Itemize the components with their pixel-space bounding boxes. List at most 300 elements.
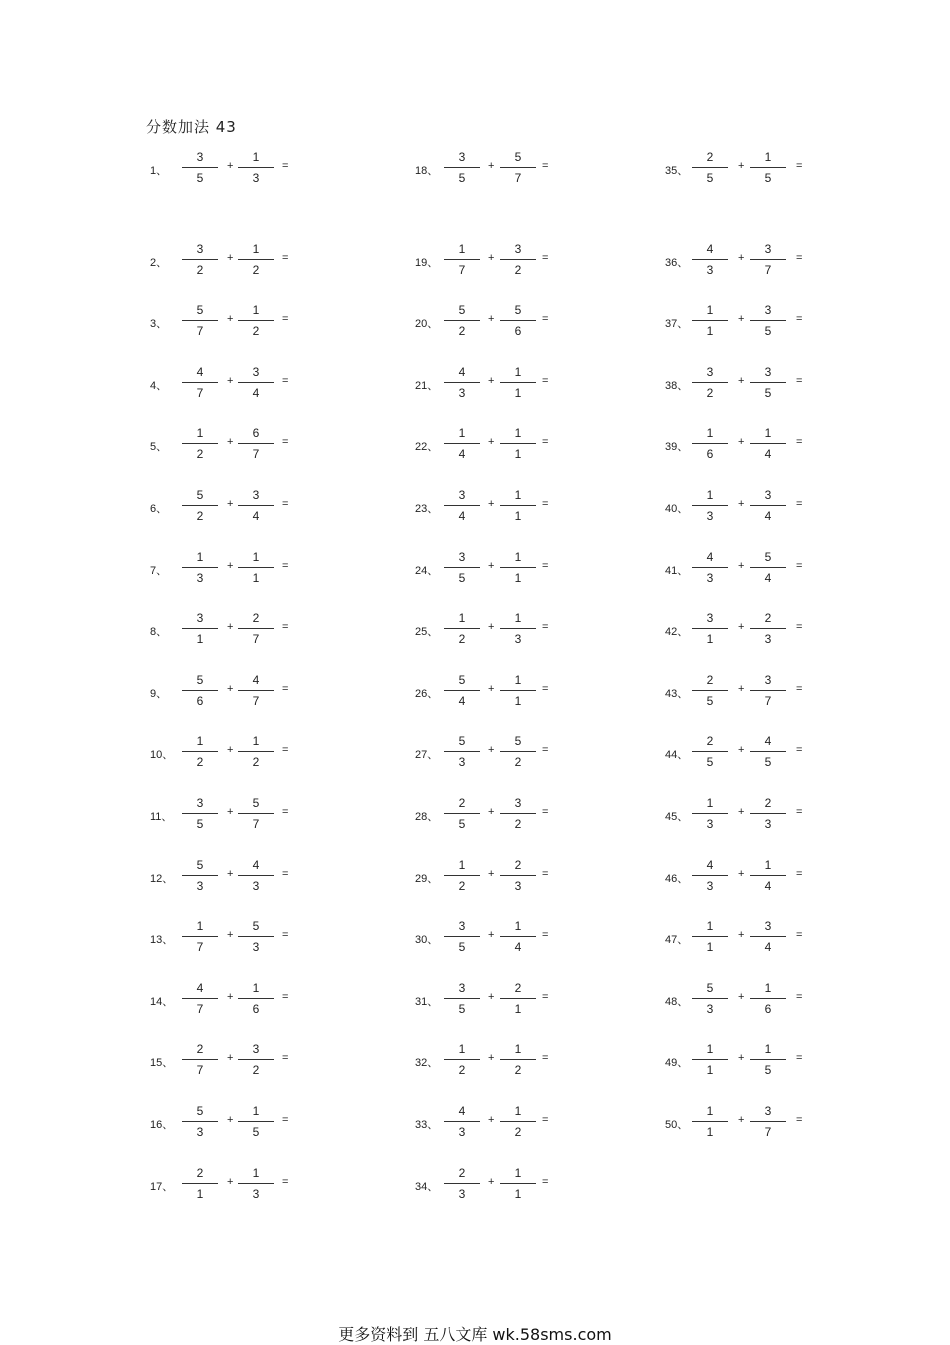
- plus-sign: +: [738, 313, 745, 326]
- fraction-bar: [750, 751, 786, 752]
- fraction-second: [750, 858, 786, 898]
- denominator: 7: [514, 171, 522, 185]
- numerator: 1: [196, 549, 204, 564]
- numerator: 2: [458, 796, 466, 810]
- equals-sign: =: [282, 990, 289, 1003]
- numerator: 1: [706, 488, 714, 502]
- numerator: 5: [458, 672, 466, 687]
- plus-sign: +: [227, 867, 234, 880]
- numerator: 1: [458, 1042, 466, 1057]
- numerator: 1: [252, 734, 260, 749]
- numerator: 2: [252, 611, 260, 626]
- equals-sign: =: [542, 806, 549, 818]
- fraction-second: [750, 734, 786, 774]
- fraction-bar: [444, 1183, 480, 1184]
- numerator: 1: [764, 426, 772, 441]
- fraction-first: [692, 488, 728, 528]
- footer-link[interactable]: 更多资料到 五八文库 wk.58sms.com: [338, 1325, 612, 1344]
- denominator: 7: [196, 385, 204, 400]
- denominator: 7: [764, 693, 772, 708]
- fraction-second: [750, 981, 786, 1021]
- equals-sign: =: [282, 313, 289, 326]
- fraction-second: [750, 919, 786, 959]
- numerator: 3: [514, 796, 522, 810]
- fraction-second: [750, 426, 786, 466]
- problem-row: [0, 919, 950, 959]
- fraction-bar: [692, 936, 728, 937]
- problem-number: 10、: [150, 749, 174, 762]
- plus-sign: +: [227, 682, 234, 695]
- plus-sign: +: [227, 374, 234, 387]
- problem-number: 44、: [665, 749, 689, 762]
- fraction-first: [692, 150, 728, 190]
- denominator: 5: [764, 755, 772, 770]
- equals-sign: =: [542, 1052, 549, 1065]
- fraction-first: [692, 1042, 728, 1082]
- equals-sign: =: [542, 1114, 549, 1126]
- fraction-second: [750, 303, 786, 343]
- plus-sign: +: [738, 1052, 745, 1065]
- denominator: 4: [458, 509, 466, 523]
- denominator: 7: [196, 940, 204, 955]
- problem-row: [0, 426, 950, 466]
- equals-sign: =: [796, 374, 803, 387]
- denominator: 1: [706, 324, 714, 339]
- denominator: 1: [706, 940, 714, 955]
- numerator: 2: [706, 150, 714, 164]
- denominator: 3: [514, 632, 522, 647]
- numerator: 1: [514, 611, 522, 626]
- denominator: 2: [514, 1063, 522, 1078]
- problem-number: 16、: [150, 1119, 174, 1131]
- fraction-first: [692, 611, 728, 651]
- numerator: 1: [706, 303, 714, 318]
- denominator: 5: [252, 1125, 260, 1139]
- numerator: 1: [196, 426, 204, 441]
- plus-sign: +: [227, 929, 234, 942]
- fraction-bar: [750, 1121, 786, 1122]
- problem-number: 47、: [665, 934, 689, 947]
- fraction-bar: [692, 320, 728, 321]
- problem-number: 28、: [415, 811, 439, 823]
- plus-sign: +: [738, 744, 745, 757]
- numerator: 3: [458, 150, 466, 164]
- denominator: 6: [252, 1001, 260, 1016]
- equals-sign: =: [796, 806, 803, 818]
- problem-row: [0, 365, 950, 405]
- plus-sign: +: [488, 867, 495, 880]
- plus-sign: +: [488, 559, 495, 572]
- problem-number: 33、: [415, 1119, 439, 1131]
- denominator: 5: [458, 1001, 466, 1016]
- denominator: 4: [764, 509, 772, 523]
- denominator: 4: [764, 878, 772, 893]
- problem-number: 46、: [665, 872, 689, 885]
- equals-sign: =: [542, 374, 549, 387]
- numerator: 1: [706, 426, 714, 441]
- denominator: 2: [706, 385, 714, 400]
- fraction-bar: [750, 998, 786, 999]
- equals-sign: =: [282, 744, 289, 757]
- problem-number: 30、: [415, 934, 439, 947]
- fraction-bar: [750, 1059, 786, 1060]
- problem-number: 25、: [415, 626, 439, 639]
- denominator: 3: [706, 509, 714, 523]
- denominator: 6: [764, 1001, 772, 1016]
- problem-number: 37、: [665, 318, 689, 331]
- numerator: 1: [514, 549, 522, 564]
- plus-sign: +: [738, 621, 745, 634]
- denominator: 5: [196, 171, 204, 185]
- numerator: 4: [196, 980, 204, 995]
- equals-sign: =: [542, 990, 549, 1003]
- equals-sign: =: [282, 374, 289, 387]
- fraction-bar: [750, 443, 786, 444]
- numerator: 2: [196, 1165, 204, 1180]
- fraction-first: [692, 303, 728, 343]
- numerator: 2: [706, 672, 714, 687]
- numerator: 5: [458, 303, 466, 318]
- numerator: 4: [764, 734, 772, 749]
- problem-row: [0, 1042, 950, 1082]
- fraction-bar: [750, 813, 786, 814]
- denominator: 2: [514, 755, 522, 770]
- fraction-bar: [692, 751, 728, 752]
- denominator: 5: [706, 755, 714, 770]
- denominator: 4: [458, 693, 466, 708]
- denominator: 2: [196, 262, 204, 277]
- numerator: 3: [458, 549, 466, 564]
- fraction-second: [750, 673, 786, 713]
- plus-sign: +: [738, 990, 745, 1003]
- denominator: 3: [252, 878, 260, 893]
- fraction-first: [692, 919, 728, 959]
- denominator: 5: [706, 171, 714, 185]
- denominator: 7: [458, 262, 466, 277]
- fraction-first: [692, 1104, 728, 1144]
- fraction-second: [750, 150, 786, 190]
- denominator: 2: [196, 755, 204, 770]
- problem-number: 26、: [415, 687, 439, 700]
- denominator: 7: [252, 447, 260, 462]
- numerator: 3: [764, 488, 772, 502]
- fraction-bar: [692, 443, 728, 444]
- denominator: 1: [196, 1186, 204, 1201]
- equals-sign: =: [796, 313, 803, 326]
- equals-sign: =: [796, 559, 803, 572]
- denominator: 2: [458, 1063, 466, 1078]
- numerator: 1: [514, 488, 522, 502]
- plus-sign: +: [488, 374, 495, 387]
- problem-row: [0, 242, 950, 282]
- numerator: 1: [196, 734, 204, 749]
- problem-number: 32、: [415, 1057, 439, 1070]
- problem-number: 38、: [665, 379, 689, 392]
- denominator: 1: [514, 693, 522, 708]
- plus-sign: +: [227, 990, 234, 1003]
- problem-row: [0, 488, 950, 528]
- fraction-bar: [692, 505, 728, 506]
- problem-number: 22、: [415, 441, 439, 454]
- fraction-bar: [750, 567, 786, 568]
- problem-row: [0, 1104, 950, 1144]
- plus-sign: +: [227, 621, 234, 634]
- numerator: 5: [196, 303, 204, 318]
- numerator: 3: [252, 1042, 260, 1057]
- fraction-second: [750, 488, 786, 528]
- numerator: 4: [706, 241, 714, 256]
- equals-sign: =: [282, 160, 289, 172]
- denominator: 3: [706, 1001, 714, 1016]
- problem-number: 19、: [415, 256, 439, 269]
- problem-row: [0, 673, 950, 713]
- fraction-bar: [692, 813, 728, 814]
- denominator: 2: [252, 755, 260, 770]
- plus-sign: +: [488, 806, 495, 818]
- numerator: 1: [514, 919, 522, 934]
- denominator: 7: [764, 1125, 772, 1139]
- denominator: 1: [196, 632, 204, 647]
- fraction-bar: [692, 382, 728, 383]
- problem-number: 7、: [150, 564, 168, 577]
- fraction-first: [692, 734, 728, 774]
- numerator: 1: [252, 1165, 260, 1180]
- equals-sign: =: [282, 498, 289, 510]
- fraction-first: [692, 796, 728, 836]
- fraction-second: [750, 242, 786, 282]
- equals-sign: =: [282, 251, 289, 264]
- problem-row: [0, 150, 950, 190]
- numerator: 4: [252, 672, 260, 687]
- denominator: 3: [458, 1125, 466, 1139]
- numerator: 2: [706, 734, 714, 749]
- equals-sign: =: [796, 498, 803, 510]
- problem-number: 4、: [150, 379, 168, 392]
- equals-sign: =: [542, 160, 549, 172]
- plus-sign: +: [738, 806, 745, 818]
- equals-sign: =: [542, 682, 549, 695]
- numerator: 3: [196, 611, 204, 626]
- problem-row: [0, 611, 950, 651]
- equals-sign: =: [542, 867, 549, 880]
- denominator: 2: [514, 817, 522, 831]
- equals-sign: =: [282, 436, 289, 449]
- numerator: 2: [514, 980, 522, 995]
- fraction-first: [692, 673, 728, 713]
- fraction-bar: [750, 936, 786, 937]
- numerator: 3: [764, 919, 772, 934]
- numerator: 3: [196, 796, 204, 810]
- plus-sign: +: [738, 1114, 745, 1126]
- numerator: 1: [252, 1104, 260, 1118]
- equals-sign: =: [796, 682, 803, 695]
- fraction-bar: [750, 505, 786, 506]
- numerator: 1: [514, 1165, 522, 1180]
- numerator: 3: [764, 241, 772, 256]
- numerator: 1: [252, 549, 260, 564]
- denominator: 3: [196, 570, 204, 585]
- plus-sign: +: [488, 313, 495, 326]
- plus-sign: +: [488, 498, 495, 510]
- problem-row: [0, 981, 950, 1021]
- plus-sign: +: [738, 929, 745, 942]
- equals-sign: =: [542, 929, 549, 942]
- numerator: 1: [252, 150, 260, 164]
- denominator: 5: [764, 171, 772, 185]
- numerator: 1: [706, 919, 714, 934]
- denominator: 4: [764, 570, 772, 585]
- fraction-bar: [500, 1183, 536, 1184]
- numerator: 2: [514, 857, 522, 872]
- numerator: 1: [706, 1104, 714, 1118]
- problem-number: 3、: [150, 318, 168, 331]
- plus-sign: +: [488, 990, 495, 1003]
- plus-sign: +: [227, 313, 234, 326]
- problem-number: 1、: [150, 165, 168, 177]
- problem-row: [0, 734, 950, 774]
- plus-sign: +: [227, 1175, 234, 1188]
- denominator: 1: [706, 1125, 714, 1139]
- denominator: 3: [196, 878, 204, 893]
- numerator: 3: [764, 364, 772, 379]
- equals-sign: =: [796, 744, 803, 757]
- problem-number: 36、: [665, 256, 689, 269]
- problem-number: 45、: [665, 811, 689, 823]
- numerator: 1: [706, 796, 714, 810]
- denominator: 6: [706, 447, 714, 462]
- equals-sign: =: [282, 867, 289, 880]
- denominator: 3: [252, 171, 260, 185]
- plus-sign: +: [738, 559, 745, 572]
- numerator: 2: [196, 1042, 204, 1057]
- numerator: 1: [764, 980, 772, 995]
- fraction-bar: [750, 690, 786, 691]
- denominator: 4: [764, 447, 772, 462]
- fraction-bar: [692, 1121, 728, 1122]
- equals-sign: =: [282, 559, 289, 572]
- denominator: 5: [764, 324, 772, 339]
- denominator: 2: [252, 324, 260, 339]
- fraction-bar: [692, 690, 728, 691]
- numerator: 3: [196, 241, 204, 256]
- problem-number: 40、: [665, 503, 689, 515]
- denominator: 7: [196, 1001, 204, 1016]
- equals-sign: =: [542, 621, 549, 634]
- numerator: 3: [196, 150, 204, 164]
- denominator: 5: [706, 693, 714, 708]
- numerator: 1: [458, 426, 466, 441]
- fraction-bar: [750, 259, 786, 260]
- equals-sign: =: [282, 929, 289, 942]
- problem-number: 9、: [150, 687, 168, 700]
- denominator: 5: [196, 817, 204, 831]
- problem-row: [0, 303, 950, 343]
- fraction-first: [692, 550, 728, 590]
- equals-sign: =: [542, 559, 549, 572]
- problem-number: 43、: [665, 687, 689, 700]
- equals-sign: =: [542, 498, 549, 510]
- plus-sign: +: [227, 806, 234, 818]
- plus-sign: +: [227, 436, 234, 449]
- numerator: 2: [764, 796, 772, 810]
- denominator: 4: [458, 447, 466, 462]
- denominator: 7: [252, 632, 260, 647]
- equals-sign: =: [282, 621, 289, 634]
- denominator: 2: [458, 324, 466, 339]
- numerator: 4: [458, 364, 466, 379]
- problem-number: 18、: [415, 165, 439, 177]
- fraction-bar: [692, 628, 728, 629]
- denominator: 2: [458, 878, 466, 893]
- numerator: 1: [514, 1042, 522, 1057]
- plus-sign: +: [738, 682, 745, 695]
- numerator: 3: [764, 303, 772, 318]
- fraction-first: [692, 858, 728, 898]
- fraction-second: [750, 365, 786, 405]
- numerator: 3: [252, 364, 260, 379]
- numerator: 5: [458, 734, 466, 749]
- numerator: 5: [252, 796, 260, 810]
- problem-number: 17、: [150, 1180, 174, 1193]
- denominator: 3: [458, 385, 466, 400]
- equals-sign: =: [796, 1114, 803, 1126]
- denominator: 3: [706, 570, 714, 585]
- problem-number: 15、: [150, 1057, 174, 1070]
- numerator: 4: [706, 857, 714, 872]
- equals-sign: =: [796, 621, 803, 634]
- numerator: 5: [196, 488, 204, 502]
- equals-sign: =: [542, 313, 549, 326]
- problem-number: 35、: [665, 165, 689, 177]
- numerator: 5: [252, 919, 260, 934]
- plus-sign: +: [738, 251, 745, 264]
- denominator: 6: [196, 693, 204, 708]
- denominator: 2: [196, 509, 204, 523]
- problem-number: 2、: [150, 256, 168, 269]
- numerator: 5: [764, 549, 772, 564]
- numerator: 5: [514, 303, 522, 318]
- numerator: 3: [252, 488, 260, 502]
- denominator: 5: [458, 940, 466, 955]
- denominator: 5: [458, 570, 466, 585]
- denominator: 3: [252, 940, 260, 955]
- equals-sign: =: [796, 990, 803, 1003]
- numerator: 2: [764, 611, 772, 626]
- denominator: 2: [458, 632, 466, 647]
- denominator: 5: [458, 817, 466, 831]
- denominator: 4: [514, 940, 522, 955]
- fraction-first: [692, 365, 728, 405]
- fraction-second: [750, 1104, 786, 1144]
- denominator: 5: [764, 1063, 772, 1078]
- denominator: 3: [764, 632, 772, 647]
- equals-sign: =: [282, 1114, 289, 1126]
- numerator: 5: [514, 734, 522, 749]
- denominator: 3: [458, 755, 466, 770]
- plus-sign: +: [488, 682, 495, 695]
- problem-number: 14、: [150, 995, 174, 1008]
- denominator: 1: [706, 1063, 714, 1078]
- equals-sign: =: [796, 160, 803, 172]
- denominator: 2: [514, 262, 522, 277]
- numerator: 1: [514, 426, 522, 441]
- problem-number: 8、: [150, 626, 168, 639]
- problem-number: 13、: [150, 934, 174, 947]
- fraction-bar: [692, 1059, 728, 1060]
- denominator: 1: [514, 570, 522, 585]
- plus-sign: +: [227, 559, 234, 572]
- fraction-first: [692, 426, 728, 466]
